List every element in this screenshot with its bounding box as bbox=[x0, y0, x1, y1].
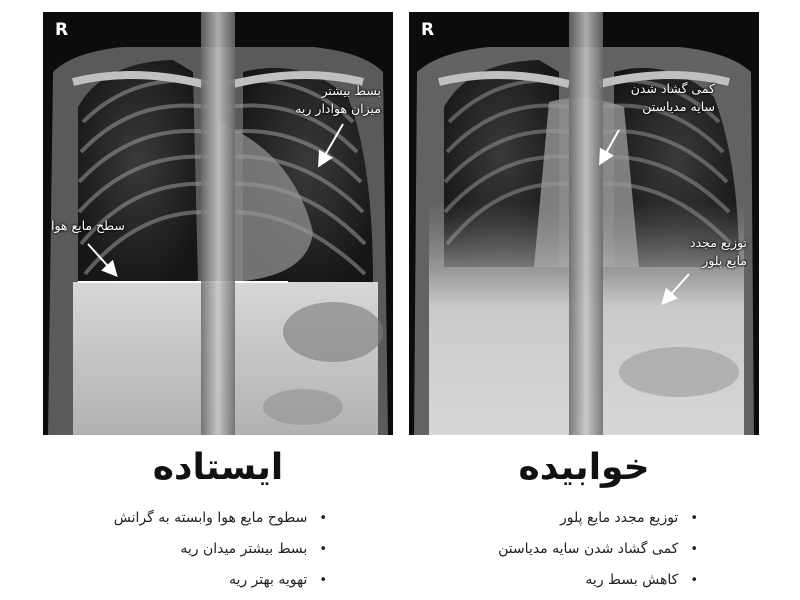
xray-upright-panel bbox=[43, 12, 393, 435]
annotation-mediastinal-widening: کمی گشاد شدن سایه مدیاستن bbox=[630, 81, 715, 114]
supine-findings-list bbox=[498, 506, 698, 599]
heading-upright: ایستاده bbox=[152, 447, 284, 488]
list-item: • تهویه بهتر ریه bbox=[114, 568, 327, 599]
annotation-pleural-redistribution: توزیع مجدد مایع پلور bbox=[690, 235, 747, 268]
side-marker-r: R bbox=[55, 20, 69, 40]
list-item: • سطوح مایع هوا وابسته به گرانش bbox=[114, 506, 327, 537]
upright-findings-list bbox=[114, 506, 327, 599]
annotation-lung-expansion: بسط بیشتر میزان هوادار ریه bbox=[295, 83, 381, 116]
list-item: • کاهش بسط ریه bbox=[498, 568, 698, 599]
annotation-air-fluid-level: سطح مایع هوا bbox=[51, 218, 125, 233]
list-item: • توزیع مجدد مایع پلور bbox=[498, 506, 698, 537]
list-item: • بسط بیشتر میدان ریه bbox=[114, 537, 327, 568]
list-item: • کمی گشاد شدن سایه مدیاستن bbox=[498, 537, 698, 568]
side-marker-r: R bbox=[421, 20, 435, 40]
xray-supine-panel bbox=[409, 12, 759, 435]
heading-supine: خوابیده bbox=[518, 447, 650, 488]
xray-supine-image bbox=[409, 12, 759, 435]
